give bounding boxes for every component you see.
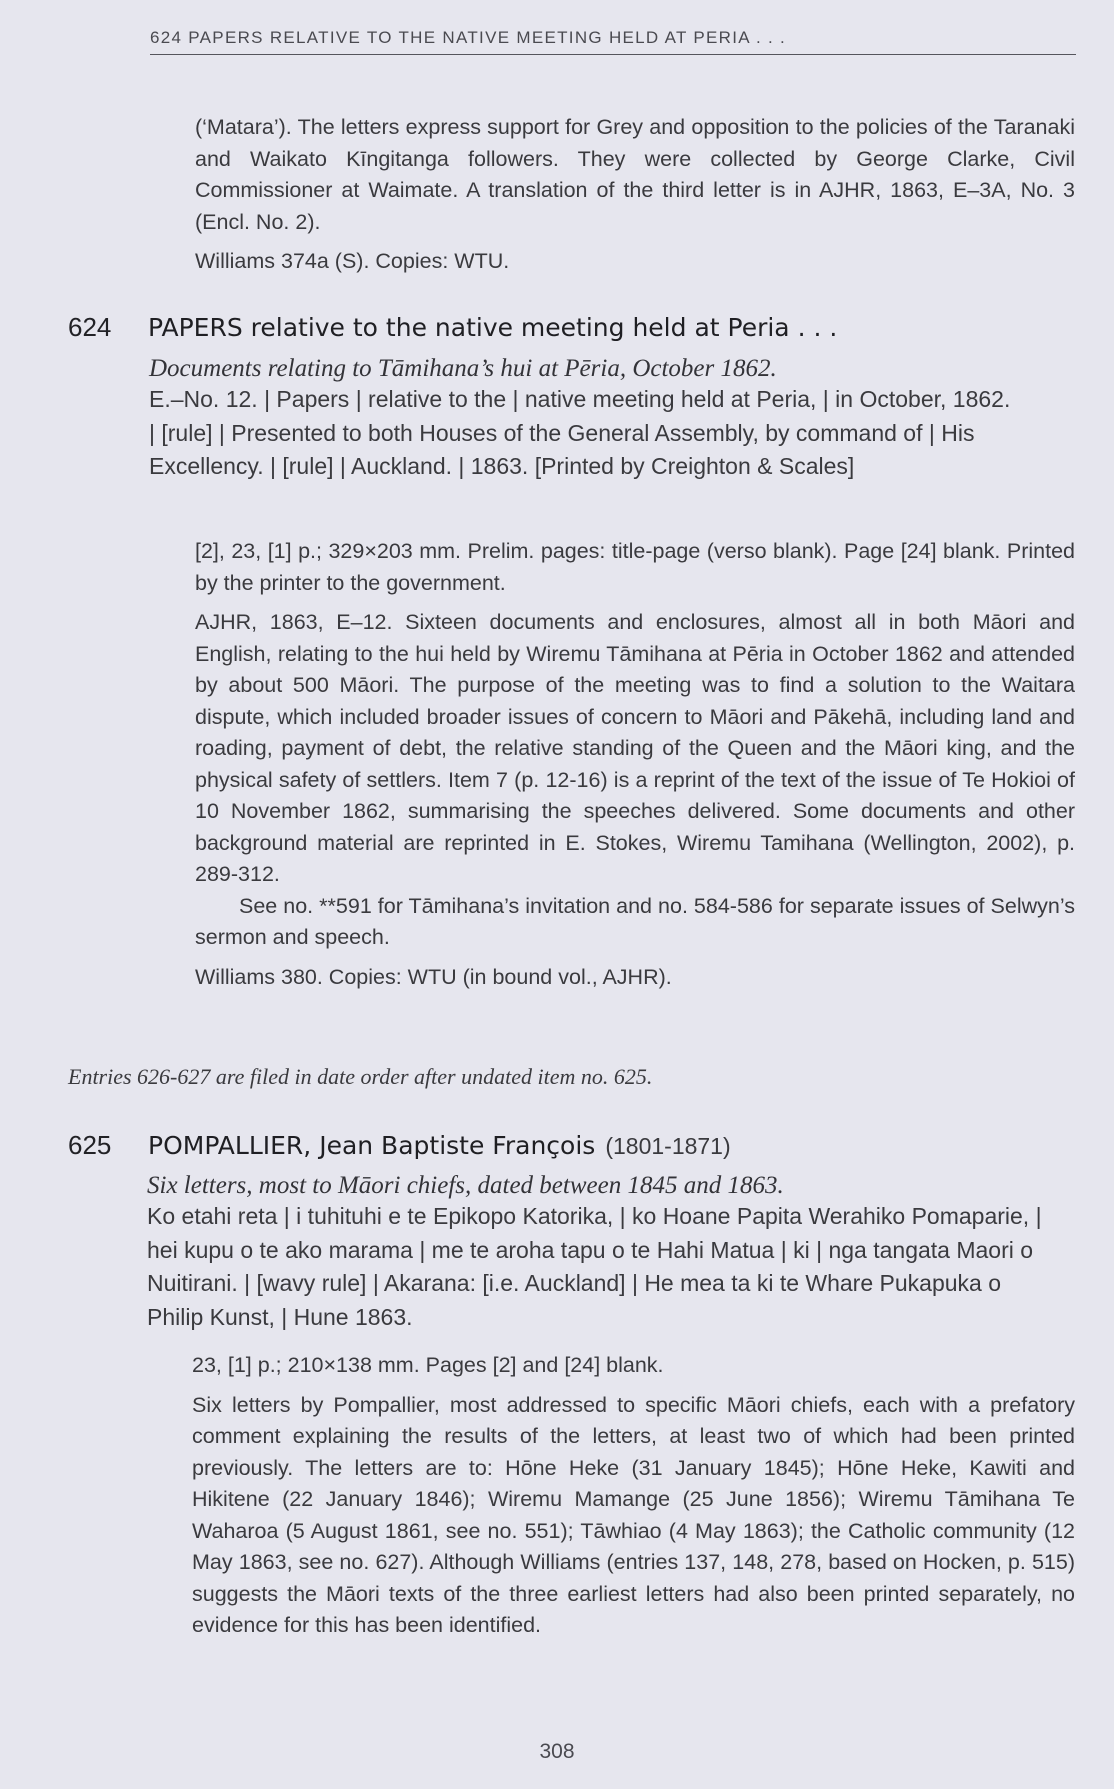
entry-625-notes	[192, 1350, 1075, 1642]
note-paragraph: See no. **591 for Tāmihana’s invitation and no. 584-586 for separate issues of Selwyn’s sermon and speech.	[195, 893, 1075, 949]
title-transcription: Ko etahi reta | i tuhituhi e te Epikopo Katorika, | ko Hoane Papita Werahiko Pomaparie, | hei kupu o te ako marama | me te aroha tapu o te Hahi Matua | ki | nga tangata Maori o Nuitirani. | [wavy rule] | Akarana: [i.e. Auckland] | He mea ta ki te Whare Pukapuka o Philip Kunst, | Hune 1863.	[147, 1203, 1042, 1330]
collation: 23, [1] p.; 210×138 mm. Pages [2] and [24] blank.	[192, 1353, 664, 1377]
entry-subtitle: Six letters, most to Māori chiefs, dated between 1845 and 1863.	[147, 1172, 784, 1199]
prev-entry-text: (‘Matara’). The letters express support for Grey and opposition to the policies of the Taranaki and Waikato Kīngitanga followers. They were collected by George Clarke, Civil Commissioner at Waimate. A translation of the third letter is in AJHR, 1863, E–3A, No. 3 (Encl. No. 2).	[195, 115, 1075, 234]
title-transcription: E.–No. 12. | Papers | relative to the | native meeting held at Peria, | in October, 1862. | [rule] | Presented to both Houses of the General Assembly, by command of | His Excellency. | [rule] | Auckland. | 1863. [Printed by Creighton & Scales]	[149, 386, 1011, 479]
running-head: 624 PAPERS RELATIVE TO THE NATIVE MEETING HELD AT PERIA . . .	[150, 28, 1076, 55]
entry-subtitle: Documents relating to Tāmihana’s hui at Pēria, October 1862.	[149, 355, 777, 382]
entry-number: 624	[68, 312, 112, 342]
note-paragraph: Six letters by Pompallier, most addressed to specific Māori chiefs, each with a prefatory comment explaining the results of the letters, at least two of which had been printed previously. The letters are to: Hōne Heke (31 January 1845); Hōne Heke, Kawiti and Hikitene (22 January 1846); Wiremu Mamange (25 June 1856); Wiremu Tāmihana Te Waharoa (5 August 1861, see no. 551); Tāwhiao (4 May 1863); the Catholic community (12 May 1863, see no. 627). Although Williams (entries 137, 148, 278, based on Hocken, p. 515) suggests the Māori texts of the three earliest letters had also been printed separately, no evidence for this has been identified.	[192, 1392, 1075, 1637]
entry-625-heading	[68, 1130, 731, 1161]
entry-ref: Williams 380. Copies: WTU (in bound vol., AJHR).	[195, 964, 672, 989]
entry-number: 625	[68, 1130, 112, 1160]
entry-title: PAPERS relative to the native meeting held at Peria . . .	[148, 313, 838, 342]
entry-624-heading	[68, 312, 837, 343]
entry-dates: (1801-1871)	[605, 1133, 731, 1159]
entry-624-title-block	[149, 355, 1011, 484]
filing-note: Entries 626-627 are filed in date order after undated item no. 625.	[68, 1064, 653, 1089]
collation: [2], 23, [1] p.; 329×203 mm. Prelim. pages: title-page (verso blank). Page [24] blank. Printed by the printer to the government.	[195, 539, 1075, 595]
entry-625-title-block	[147, 1172, 1062, 1334]
entry-title: POMPALLIER, Jean Baptiste François	[148, 1131, 596, 1160]
prev-entry	[195, 112, 1075, 278]
prev-entry-ref: Williams 374a (S). Copies: WTU.	[195, 249, 510, 273]
entry-624-notes	[195, 536, 1075, 993]
note-paragraph: AJHR, 1863, E–12. Sixteen documents and enclosures, almost all in both Māori and English, relating to the hui held by Wiremu Tāmihana at Pēria in October 1862 and attended by about 500 Māori. The purpose of the meeting was to find a solution to the Waitara dispute, which included broader issues of concern to Māori and Pākehā, including land and roading, payment of debt, the relative standing of the Queen and the Māori king, and the physical safety of settlers. Item 7 (p. 12-16) is a reprint of the text of the issue of Te Hokioi of 10 November 1862, summarising the speeches delivered. Some documents and other background material are reprinted in E. Stokes, Wiremu Tamihana (Wellington, 2002), p. 289-312.	[195, 610, 1075, 886]
page-number: 308	[539, 1740, 575, 1763]
